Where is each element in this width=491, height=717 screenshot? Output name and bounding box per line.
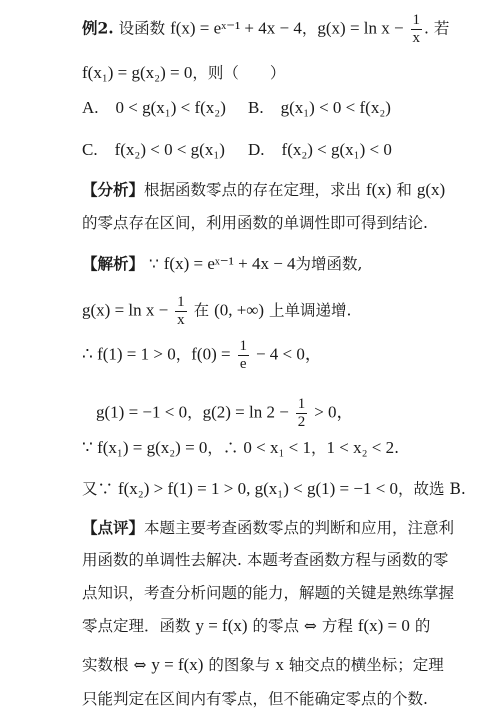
- separator: ，: [310, 439, 327, 457]
- comment-line-1: [82, 517, 479, 539]
- comment-text-3: 点知识，考查分析问题的能力，解题的关键是熟练掌握: [82, 584, 455, 602]
- comment-text-2: 用函数的单调性去解决. 本题考查函数方程与函数的零: [82, 551, 449, 569]
- g-definition: g(x) = ln x −: [317, 18, 404, 38]
- equation-math: f(x) = 0: [357, 616, 410, 635]
- comment-line-4: [82, 615, 479, 637]
- separator: ，: [187, 403, 203, 422]
- comment-tag: 【点评】: [82, 518, 145, 537]
- option-d: D. f(x₂) < g(x₁) < 0: [248, 140, 392, 159]
- solution-tag: 【解析】: [82, 254, 145, 273]
- comment-line-6: [82, 688, 479, 710]
- separator: ，: [175, 345, 192, 364]
- condition-math: f(x₁) = g(x₂) = 0: [82, 63, 193, 82]
- function-math: y = f(x): [151, 655, 204, 674]
- analysis-line-2: [82, 212, 479, 234]
- f-definition: f(x) = eˣ⁻¹ + 4x − 4: [170, 18, 302, 38]
- fraction: $\frac{1}{x}$: [177, 294, 185, 328]
- f0-tail: − 4 < 0，: [255, 344, 322, 364]
- f-expr: f(x): [365, 180, 392, 199]
- comment-text-6: 只能判定在区间内有零点，但不能确定零点的个数.: [82, 690, 428, 708]
- because-symbol: ∵: [148, 255, 159, 273]
- comparison-math: f(x₂) > f(1) = 1 > 0, g(x₁) < g(1) = −1 < 0: [117, 479, 399, 498]
- equivalence-symbol: ⇔: [303, 617, 317, 635]
- comment-text-5a: 实数根: [82, 656, 129, 674]
- comment-text-4e: 方程: [321, 617, 353, 635]
- answer-text: ，故选 B.: [398, 480, 466, 498]
- comment-text-5f: 轴交点的横坐标；定理: [288, 656, 444, 674]
- option-b: B. g(x₁) < 0 < f(x₂): [248, 98, 391, 117]
- question-text-end: . 若: [424, 19, 450, 38]
- solution-text-1: 为增函数,: [295, 255, 363, 273]
- g1-value: g(1) = −1 < 0: [96, 402, 188, 422]
- g2-value: g(2) = ln 2 −: [202, 402, 289, 422]
- comment-line-2: [82, 549, 479, 571]
- solution-line-1: [82, 253, 479, 275]
- fraction: $\frac{1}{e}$: [239, 338, 248, 372]
- question-line-2: [82, 62, 479, 84]
- comment-line-3: [82, 582, 479, 604]
- x-axis-var: x: [275, 655, 284, 674]
- zero-condition: ∵ f(x₁) = g(x₂) = 0: [82, 438, 208, 457]
- comment-line-5: [82, 654, 479, 676]
- g-def-math: g(x) = ln x −: [82, 300, 169, 320]
- comment-text-4c: 的零点: [252, 617, 299, 635]
- x1-range: 0 < x₁ < 1: [243, 438, 311, 457]
- question-line-1: [82, 12, 479, 47]
- interval: (0, +∞): [214, 300, 265, 320]
- solution-line-4: [96, 396, 479, 431]
- f0-value: f(0) =: [191, 344, 231, 364]
- analysis-text: 根据函数零点的存在定理，求出: [144, 181, 362, 199]
- analysis-tag: 【分析】: [82, 180, 145, 199]
- question-text: 设函数: [118, 19, 166, 38]
- example-label: 例2.: [82, 18, 114, 38]
- f1-value: ∴ f(1) = 1 > 0: [82, 344, 176, 364]
- period: .: [394, 439, 400, 457]
- comment-text-1: 本题主要考查函数零点的判断和应用，注意利: [144, 519, 455, 537]
- x2-range: 1 < x₂ < 2: [326, 438, 395, 457]
- solution-line-5: [82, 437, 479, 459]
- analysis-text-2: 的零点存在区间，利用函数的单调性即可得到结论.: [82, 214, 428, 232]
- solution-line-6: [82, 478, 479, 500]
- option-a: A. 0 < g(x₁) < f(x₂): [82, 98, 226, 117]
- question-prompt: ，则（ ）: [192, 64, 286, 82]
- comment-text-4g: 的: [414, 617, 431, 635]
- comment-text-4a: 零点定理．函数: [82, 617, 191, 635]
- also-because: 又∵: [82, 480, 114, 498]
- fraction: $\frac{1}{2}$: [297, 396, 306, 430]
- solution-line-3: [82, 338, 479, 373]
- solution-text-2a: 在: [193, 301, 210, 320]
- fraction: $\frac{1}{x}$: [412, 12, 421, 46]
- therefore-symbol: ，∴: [207, 439, 239, 457]
- function-math: y = f(x): [195, 616, 248, 635]
- analysis-line-1: [82, 179, 479, 201]
- options-row-2: [82, 139, 392, 161]
- g-expr: g(x): [416, 180, 446, 199]
- option-c: C. f(x₂) < 0 < g(x₁): [82, 140, 225, 159]
- solution-line-2: [82, 294, 479, 329]
- g2-tail: > 0，: [314, 402, 354, 422]
- separator: ，: [301, 19, 318, 38]
- solution-text-2b: 上单调递增.: [269, 301, 352, 320]
- options-row-1: [82, 97, 391, 119]
- comment-text-5d: 的图象与: [208, 656, 271, 674]
- f-increasing-math: f(x) = eˣ⁻¹ + 4x − 4: [163, 254, 296, 273]
- equivalence-symbol: ⇔: [133, 656, 147, 674]
- analysis-and: 和: [396, 181, 412, 199]
